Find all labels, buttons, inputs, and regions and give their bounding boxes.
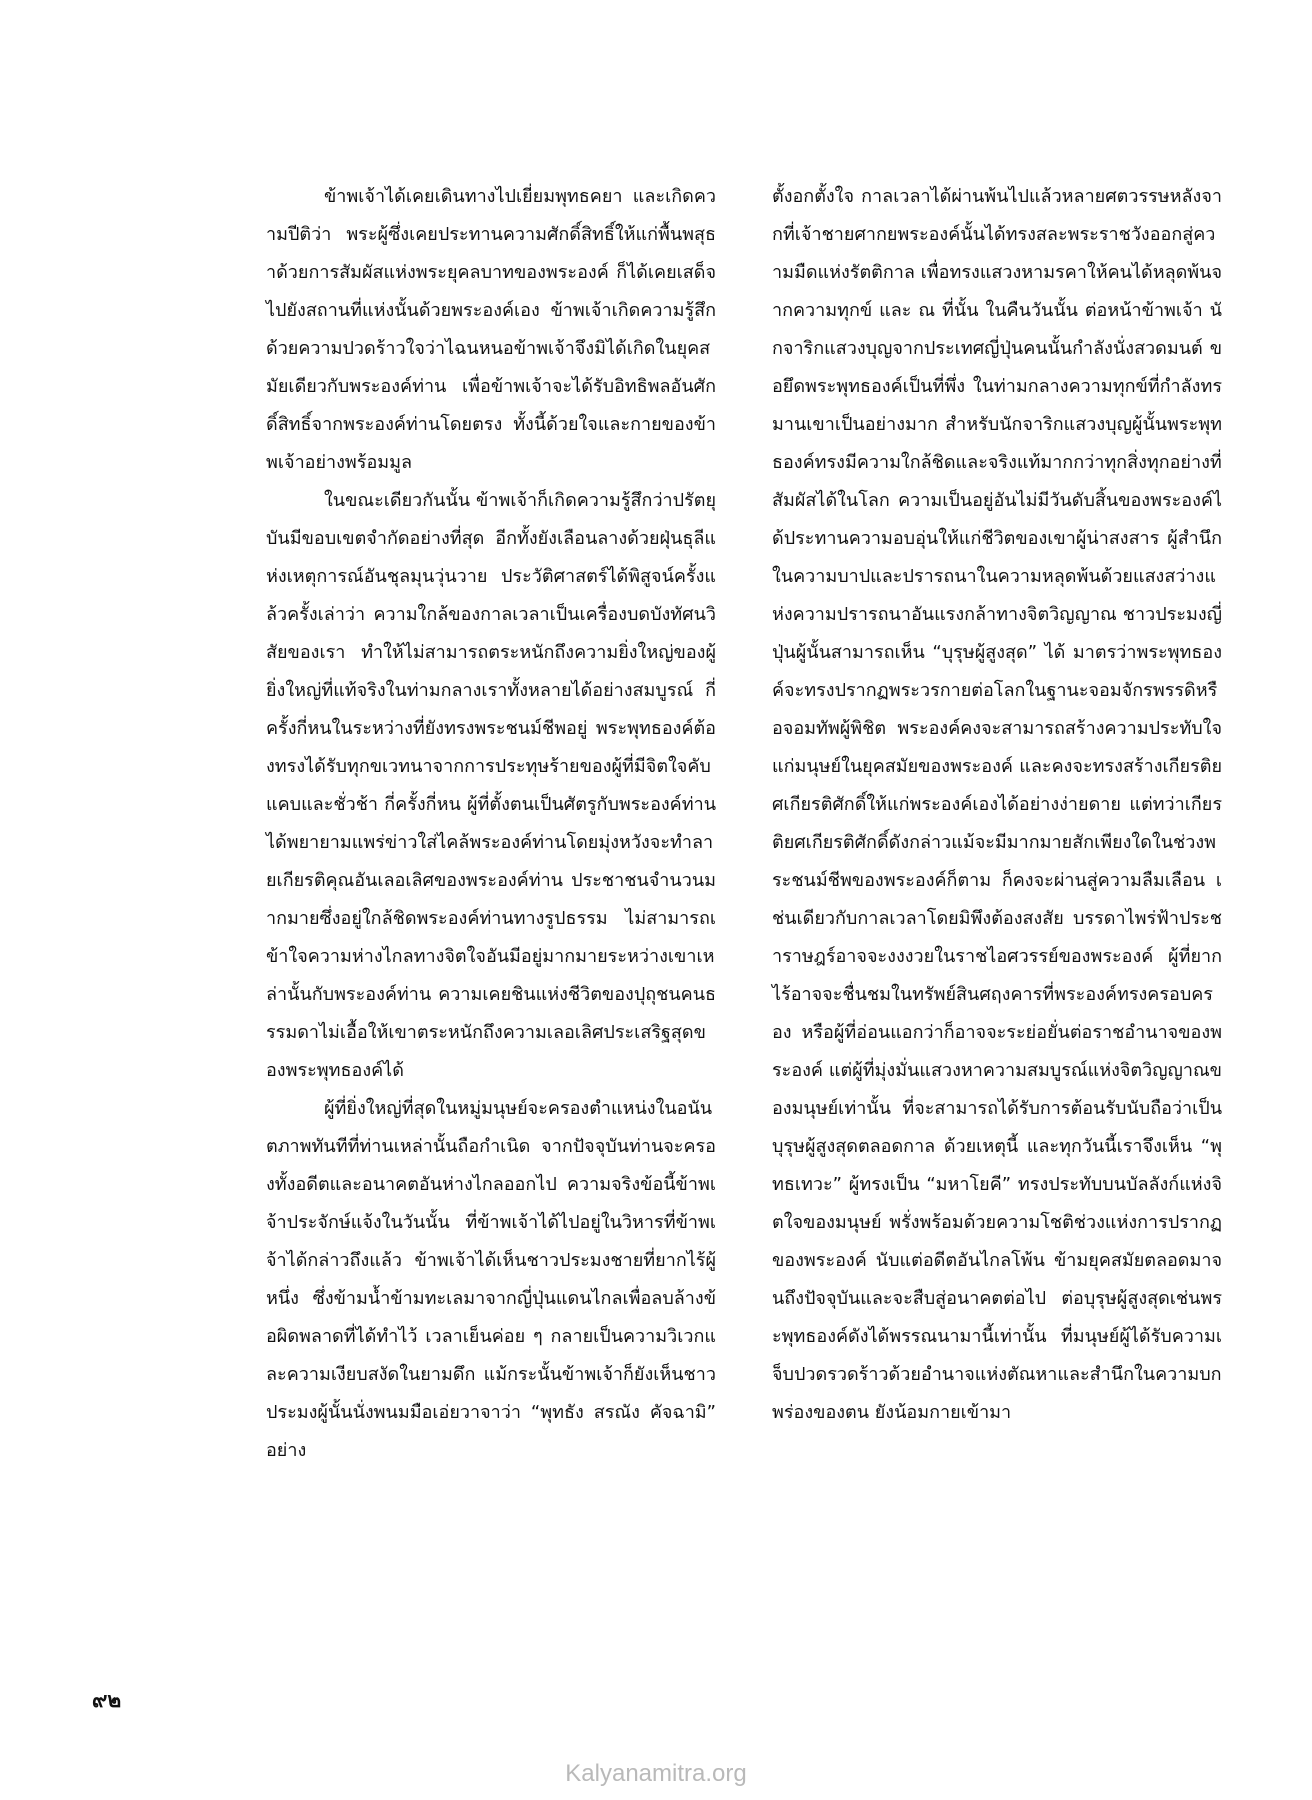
page-number: ๙๒ xyxy=(92,1688,122,1712)
watermark-text: Kalyanamitra.org xyxy=(565,1760,747,1787)
paragraph: ผู้ที่ยิ่งใหญ่ที่สุดในหมู่มนุษย์จะครองตำแหน่งในอนันตภาพทันทีที่ท่านเหล่านั้นถือกำเนิด จากปัจจุบันท่านจะครองทั้งอดีตและอนาคตอันห่างไกลออกไป ความจริงข้อนี้ข้าพเจ้าประจักษ์แจ้งในวันนั้น ที่ข้าพเจ้าได้ไปอยู่ในวิหารที่ข้าพเจ้าได้กล่าวถึงแล้ว ข้าพเจ้าได้เห็นชาวประมงชายที่ยากไร้ผู้หนึ่ง ซึ่งข้ามน้ำข้ามทะเลมาจากญี่ปุ่นแดนไกลเพื่อลบล้างข้อผิดพลาดที่ได้ทำไว้ เวลาเย็นค่อย ๆ กลายเป็นความวิเวกและความเงียบสงัดในยามดึก แม้กระนั้นข้าพเจ้าก็ยังเห็นชาวประมงผู้นั้นนั่งพนมมือเอ่ยวาจาว่า “พุทธัง สรณัง คัจฉามิ” อย่าง xyxy=(266,1098,716,1461)
paragraph: ในขณะเดียวกันนั้น ข้าพเจ้าก็เกิดความรู้สึกว่าปรัตยุบันมีขอบเขตจำกัดอย่างที่สุด อีกทั้งยังเลือนลางด้วยฝุ่นธุลีแห่งเหตุการณ์อันชุลมุนวุ่นวาย ประวัติศาสตร์ได้พิสูจน์ครั้งแล้วครั้งเล่าว่า ความใกล้ของกาลเวลาเป็นเครื่องบดบังทัศนวิสัยของเรา ทำให้ไม่สามารถตระหนักถึงความยิ่งใหญ่ของผู้ยิ่งใหญ่ที่แท้จริงในท่ามกลางเราทั้งหลายได้อย่างสมบูรณ์ กี่ครั้งกี่หนในระหว่างที่ยังทรงพระชนม์ชีพอยู่ พระพุทธองค์ต้องทรงได้รับทุกขเวทนาจากการประทุษร้ายของผู้ที่มีจิตใจคับแคบและชั่วช้า กี่ครั้งกี่หน ผู้ที่ตั้งตนเป็นศัตรูกับพระองค์ท่านได้พยายามแพร่ข่าวใส่ไคล้พระองค์ท่านโดยมุ่งหวังจะทำลายเกียรติคุณอันเลอเลิศของพระองค์ท่าน ประชาชนจำนวนมากมายซึ่งอยู่ใกล้ชิดพระองค์ท่านทางรูปธรรม ไม่สามารถเข้าใจความห่างไกลทางจิตใจอันมีอยู่มากมายระหว่างเขาเหล่านั้นกับพระองค์ท่าน ความเคยชินแห่งชีวิตของปุถุชนคนธรรมดาไม่เอื้อให้เขาตระหนักถึงความเลอเลิศประเสริฐสุดของพระพุทธองค์ได้ xyxy=(266,490,716,1081)
paragraph-continued: ตั้งอกตั้งใจ กาลเวลาได้ผ่านพ้นไปแล้วหลายศตวรรษหลังจากที่เจ้าชายศากยพระองค์นั้นได้ทรงสละพระราชวังออกสู่ความมืดแห่งรัตติกาล เพื่อทรงแสวงหามรคาให้คนได้หลุดพ้นจากความทุกข์ และ ณ ที่นั้น ในคืนวันนั้น ต่อหน้าข้าพเจ้า นักจาริกแสวงบุญจากประเทศญี่ปุ่นคนนั้นกำลังนั่งสวดมนต์ ขอยึดพระพุทธองค์เป็นที่พึ่ง ในท่ามกลางความทุกข์ที่กำลังทรมานเขาเป็นอย่างมาก สำหรับนักจาริกแสวงบุญผู้นั้นพระพุทธองค์ทรงมีความใกล้ชิดและจริงแท้มากกว่าทุกสิ่งทุกอย่างที่สัมผัสได้ในโลก ความเป็นอยู่อันไม่มีวันดับสิ้นของพระองค์ได้ประทานความอบอุ่นให้แก่ชีวิตของเขาผู้น่าสงสาร ผู้สำนึกในความบาปและปรารถนาในความหลุดพ้นด้วยแสงสว่างแห่งความปรารถนาอันแรงกล้าทางจิตวิญญาณ ชาวประมงญี่ปุ่นผู้นั้นสามารถเห็น “บุรุษผู้สูงสุด” ได้ มาตรว่าพระพุทธองค์จะทรงปรากฏพระวรกายต่อโลกในฐานะจอมจักรพรรดิหรือจอมทัพผู้พิชิต พระองค์คงจะสามารถสร้างความประทับใจแก่มนุษย์ในยุคสมัยของพระองค์ และคงจะทรงสร้างเกียรติยศเกียรติศักดิ์ให้แก่พระองค์เองได้อย่างง่ายดาย แต่ทว่าเกียรติยศเกียรติศักดิ์ดังกล่าวแม้จะมีมากมายสักเพียงใดในช่วงพระชนม์ชีพของพระองค์ก็ตาม ก็คงจะผ่านสู่ความลืมเลือน เช่นเดียวกับกาลเวลาโดยมิพึงต้องสงสัย บรรดาไพร่ฟ้าประชาราษฎร์อาจจะงงงวยในราชไอศวรรย์ของพระองค์ ผู้ที่ยากไร้อาจจะชื่นชมในทรัพย์สินศฤงคารที่พระองค์ทรงครอบครอง หรือผู้ที่อ่อนแอกว่าก็อาจจะระย่อยั่นต่อราชอำนาจของพระองค์ แต่ผู้ที่มุ่งมั่นแสวงหาความสมบูรณ์แห่งจิตวิญญาณของมนุษย์เท่านั้น ที่จะสามารถได้รับการต้อนรับนับถือว่าเป็นบุรุษผู้สูงสุดตลอดกาล ด้วยเหตุนี้ และทุกวันนี้เราจึงเห็น “พุทธเทวะ” ผู้ทรงเป็น “มหาโยคี” ทรงประทับบนบัลลังก์แห่งจิตใจของมนุษย์ พรั่งพร้อมด้วยความโชติช่วงแห่งการปรากฏของพระองค์ นับแต่อดีตอันไกลโพ้น ข้ามยุคสมัยตลอดมาจนถึงปัจจุบันและจะสืบสู่อนาคตต่อไป ต่อบุรุษผู้สูงสุดเช่นพระพุทธองค์ดังได้พรรณนามานี้เท่านั้น ที่มนุษย์ผู้ได้รับความเจ็บปวดรวดร้าวด้วยอำนาจแห่งตัณหาและสำนึกในความบกพร่องของตน ยังน้อมกายเข้ามา xyxy=(772,186,1222,1423)
right-text-column xyxy=(772,178,1222,1432)
paragraph: ข้าพเจ้าได้เคยเดินทางไปเยี่ยมพุทธคยา และเกิดความปีติว่า พระผู้ซึ่งเคยประทานความศักดิ์สิทธิ์ให้แก่พื้นพสุธาด้วยการสัมผัสแห่งพระยุคลบาทของพระองค์ ก็ได้เคยเสด็จไปยังสถานที่แห่งนั้นด้วยพระองค์เอง ข้าพเจ้าเกิดความรู้สึกด้วยความปวดร้าวใจว่าไฉนหนอข้าพเจ้าจึงมิได้เกิดในยุคสมัยเดียวกับพระองค์ท่าน เพื่อข้าพเจ้าจะได้รับอิทธิพลอันศักดิ์สิทธิ์จากพระองค์ท่านโดยตรง ทั้งนี้ด้วยใจและกายของข้าพเจ้าอย่างพร้อมมูล xyxy=(266,186,716,473)
left-text-column xyxy=(266,178,716,1470)
